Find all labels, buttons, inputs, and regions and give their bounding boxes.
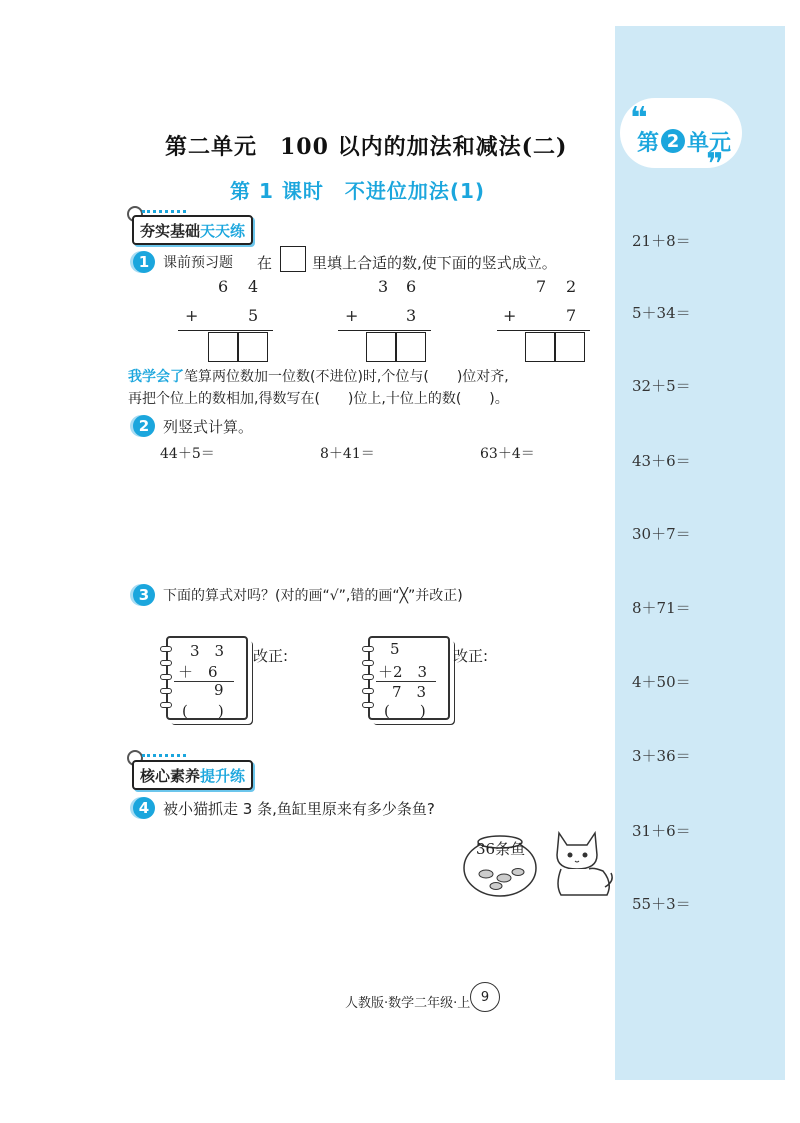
ring-icon (362, 688, 374, 694)
blank-box-sample (280, 246, 306, 272)
digit: 7 (536, 277, 547, 296)
ring-icon (362, 660, 374, 666)
drill-item: 32＋5＝ (632, 377, 691, 395)
unit-prefix: 第 (637, 130, 660, 156)
question-number: 2 (133, 415, 155, 437)
digit: 6 (218, 277, 229, 296)
drill-item: 3＋36＝ (632, 747, 691, 765)
operator: + (503, 306, 517, 325)
sum-line (174, 681, 234, 682)
question-text: 下面的算式对吗？(对的画“√”,错的画“╳”并改正) (163, 588, 463, 604)
quote-close-icon: ❞ (706, 147, 724, 182)
section-header-basics (132, 215, 253, 245)
card-row: ＋2 3 (378, 663, 428, 681)
answer-box[interactable] (238, 332, 268, 362)
section-label-accent: 天天练 (200, 221, 246, 240)
quote-open-icon: ❝ (630, 101, 648, 136)
footer-publisher: 人教版·数学二年级·上 (345, 996, 471, 1011)
digit: 6 (406, 277, 417, 296)
card-row: 3 3 (190, 642, 225, 660)
ring-icon (362, 646, 374, 652)
drill-item: 4＋50＝ (632, 673, 691, 691)
drill-item: 5＋34＝ (632, 304, 691, 322)
drill-item: 55＋3＝ (632, 895, 691, 913)
drill-item: 21＋8＝ (632, 232, 691, 250)
operator: + (345, 306, 359, 325)
digit: 4 (248, 277, 259, 296)
ring-icon (362, 674, 374, 680)
drill-item: 30＋7＝ (632, 525, 691, 543)
drill-item: 43＋6＝ (632, 452, 691, 470)
sum-line (497, 330, 590, 331)
question-text: 里填上合适的数,使下面的竖式成立。 (312, 254, 557, 272)
digit: 5 (248, 306, 259, 325)
section-label: 夯实基础 (140, 221, 201, 240)
learned-line2: 再把个位上的数相加,得数写在( )位上,十位上的数( )。 (128, 391, 509, 407)
judgment-paren[interactable]: ( ) (182, 702, 224, 720)
sum-line (338, 330, 431, 331)
unit-number: 2 (661, 129, 685, 153)
calc-item: 63＋4＝ (480, 446, 535, 462)
learned-paragraph (128, 366, 618, 410)
card-row: 7 3 (392, 683, 427, 701)
answer-box[interactable] (366, 332, 396, 362)
page-title: 第二单元 100 以内的加法和减法(二) (165, 134, 568, 160)
correction-label: 改正: (453, 647, 489, 665)
judgment-paren[interactable]: ( ) (384, 702, 426, 720)
question-text: 在 (257, 254, 273, 272)
page-number: 9 (470, 982, 500, 1012)
card-row: 9 (214, 681, 224, 699)
question-number: 4 (133, 797, 155, 819)
ring-icon (160, 646, 172, 652)
question-number: 3 (133, 584, 155, 606)
learned-label: 我学会了 (128, 369, 184, 385)
answer-box[interactable] (396, 332, 426, 362)
ring-icon (160, 660, 172, 666)
unit-suffix: 单元 (687, 130, 732, 156)
question-text: 被小猫抓走 3 条,鱼缸里原来有多少条鱼? (163, 800, 435, 818)
card-row: 5 (390, 640, 400, 658)
calc-item: 8＋41＝ (320, 446, 375, 462)
ring-icon (160, 688, 172, 694)
operator: + (185, 306, 199, 325)
digit: 3 (406, 306, 417, 325)
ring-icon (160, 702, 172, 708)
drill-item: 8＋71＝ (632, 599, 691, 617)
dotted-decoration (142, 754, 186, 757)
section-header-core (132, 760, 253, 790)
side-drill-strip (615, 26, 785, 1080)
question-prefix: 课前预习题 (163, 255, 233, 271)
fishbowl-label: 36条鱼 (476, 840, 526, 858)
digit: 3 (378, 277, 389, 296)
answer-box[interactable] (555, 332, 585, 362)
dotted-decoration (142, 210, 186, 213)
digit: 2 (566, 277, 577, 296)
calc-item: 44＋5＝ (160, 446, 215, 462)
sum-line (178, 330, 273, 331)
lesson-title: 第 1 课时 不进位加法(1) (230, 179, 486, 203)
section-label-accent: 提升练 (200, 766, 246, 785)
section-label: 核心素养 (140, 766, 201, 785)
question-number: 1 (133, 251, 155, 273)
card-row: ＋ 6 (178, 663, 218, 681)
unit-badge-label (637, 124, 737, 158)
answer-box[interactable] (208, 332, 238, 362)
question-text: 列竖式计算。 (163, 418, 254, 436)
ring-icon (362, 702, 374, 708)
ring-icon (160, 674, 172, 680)
answer-box[interactable] (525, 332, 555, 362)
correction-label: 改正: (253, 647, 289, 665)
drill-item: 31＋6＝ (632, 822, 691, 840)
cat-illustration (545, 825, 615, 900)
learned-line1: 笔算两位数加一位数(不进位)时,个位与( )位对齐, (184, 369, 509, 385)
digit: 7 (566, 306, 577, 325)
